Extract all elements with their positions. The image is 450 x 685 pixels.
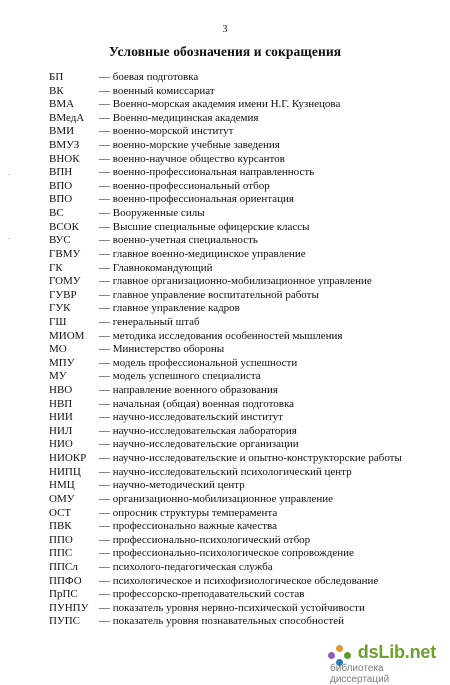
abbreviation-definition: — показатель уровня нервно-психической устойчивости xyxy=(99,601,365,614)
abbreviation-term: НВП xyxy=(49,397,73,410)
abbreviation-row xyxy=(49,112,439,126)
abbreviation-definition: — направление военного образования xyxy=(99,384,278,397)
watermark-dot-icon xyxy=(336,645,343,652)
abbreviation-definition: — научно-исследовательский психологический центр xyxy=(99,465,352,478)
abbreviation-definition: — главное управление кадров xyxy=(99,302,240,315)
abbreviation-row xyxy=(49,248,439,262)
abbreviation-definition: — военный комиссариат xyxy=(99,84,215,97)
abbreviation-row xyxy=(49,262,439,276)
abbreviation-row xyxy=(49,289,439,303)
abbreviation-term: НИИ xyxy=(49,411,73,424)
abbreviation-definition: — психолого-педагогическая служба xyxy=(99,560,273,573)
abbreviation-definition: — военно-профессиональный отбор xyxy=(99,179,270,192)
abbreviation-definition: — организационно-мобилизационное управление xyxy=(99,492,334,505)
dslib-watermark xyxy=(330,641,442,685)
abbreviation-definition: — Высшие специальные офицерские классы xyxy=(99,220,310,233)
abbreviation-definition: — генеральный штаб xyxy=(99,315,200,328)
abbreviation-term: ГВМУ xyxy=(49,247,81,260)
abbreviation-definition: — военно-профессиональная направленность xyxy=(99,166,315,179)
abbreviation-definition: — научно-исследовательская лаборатория xyxy=(99,424,297,437)
abbreviation-term: ВПО xyxy=(49,179,73,192)
abbreviation-term: ГШ xyxy=(49,315,67,328)
abbreviation-term: ПВК xyxy=(49,520,72,533)
abbreviation-term: ППО xyxy=(49,533,73,546)
margin-mark: . xyxy=(8,232,10,241)
abbreviation-definition: — военно-морские учебные заведения xyxy=(99,139,280,152)
abbreviation-definition: — Военно-медицинская академия xyxy=(99,111,259,124)
abbreviation-term: ППФО xyxy=(49,574,82,587)
abbreviation-term: ВПН xyxy=(49,166,73,179)
abbreviation-row xyxy=(49,71,439,85)
abbreviation-definition: — Министерство обороны xyxy=(99,343,225,356)
abbreviation-row xyxy=(49,466,439,480)
abbreviation-definition: — методика исследования особенностей мышления xyxy=(99,329,343,342)
abbreviation-term: МО xyxy=(49,343,67,356)
abbreviation-term: ВМА xyxy=(49,98,75,111)
abbreviation-definition: — военно-научное общество курсантов xyxy=(99,152,285,165)
abbreviation-definition: — главное организационно-мобилизационное управление xyxy=(99,275,372,288)
abbreviation-definition: — модель успешного специалиста xyxy=(99,370,261,383)
watermark-dot-icon xyxy=(344,652,351,659)
abbreviation-term: ОСТ xyxy=(49,506,72,519)
abbreviation-term: НИО xyxy=(49,438,73,451)
abbreviation-row xyxy=(49,615,439,629)
abbreviation-term: ВМИ xyxy=(49,125,75,138)
abbreviation-row xyxy=(49,561,439,575)
abbreviation-definition: — профессионально-психологическое сопровождение xyxy=(99,547,354,560)
abbreviation-row xyxy=(49,507,439,521)
watermark-dot-icon xyxy=(328,652,335,659)
abbreviation-term: МИОМ xyxy=(49,329,85,342)
margin-mark: . xyxy=(8,168,10,177)
abbreviation-row xyxy=(49,316,439,330)
abbreviation-row xyxy=(49,425,439,439)
abbreviation-definition: — показатель уровня познавательных способностей xyxy=(99,615,344,628)
abbreviation-term: ВНОК xyxy=(49,152,80,165)
abbreviation-term: ГК xyxy=(49,261,63,274)
abbreviation-term: ГОМУ xyxy=(49,275,81,288)
abbreviation-term: НИЛ xyxy=(49,424,73,437)
page-title: Условные обозначения и сокращения xyxy=(108,44,342,59)
abbreviation-definition: — профессорско-преподавательский состав xyxy=(99,588,305,601)
abbreviation-row xyxy=(49,343,439,357)
abbreviation-term: ВМедА xyxy=(49,111,85,124)
abbreviation-row xyxy=(49,330,439,344)
abbreviation-definition: — Главнокомандующий xyxy=(99,261,213,274)
abbreviation-row xyxy=(49,452,439,466)
abbreviation-row xyxy=(49,493,439,507)
watermark-subtitle: библиотека диссертаций xyxy=(330,663,390,685)
abbreviation-term: БП xyxy=(49,71,64,83)
abbreviation-row xyxy=(49,398,439,412)
abbreviation-term: ППС xyxy=(49,547,73,560)
abbreviation-row xyxy=(49,98,439,112)
abbreviation-row xyxy=(49,370,439,384)
abbreviation-row xyxy=(49,180,439,194)
abbreviation-definition: — Военно-морская академия имени Н.Г. Кузнецова xyxy=(99,98,341,111)
abbreviation-row xyxy=(49,125,439,139)
abbreviation-term: ППСл xyxy=(49,560,78,573)
abbreviation-term: ПУНПУ xyxy=(49,601,89,614)
abbreviation-definition: — психологическое и психофизиологическое обследование xyxy=(99,574,379,587)
abbreviation-term: НВО xyxy=(49,384,73,397)
abbreviation-row xyxy=(49,166,439,180)
abbreviation-definition: — главное управление воспитательной работы xyxy=(99,288,319,301)
abbreviation-row xyxy=(49,547,439,561)
abbreviation-definition: — Вооруженные силы xyxy=(99,207,205,220)
abbreviation-definition: — профессионально важные качества xyxy=(99,520,277,533)
abbreviation-term: НИОКР xyxy=(49,452,87,465)
abbreviation-row xyxy=(49,275,439,289)
abbreviation-row xyxy=(49,438,439,452)
abbreviation-definition: — военно-профессиональная ориентация xyxy=(99,193,294,206)
abbreviation-row xyxy=(49,520,439,534)
abbreviation-term: МУ xyxy=(49,370,67,383)
page-number: 3 xyxy=(222,24,228,35)
abbreviation-term: ВМУЗ xyxy=(49,139,80,152)
abbreviation-definition: — научно-исследовательские и опытно-конструкторские работы xyxy=(99,452,402,465)
abbreviation-term: МПУ xyxy=(49,356,75,369)
abbreviation-term: ВУС xyxy=(49,234,71,247)
abbreviation-row xyxy=(49,193,439,207)
abbreviation-row xyxy=(49,479,439,493)
abbreviation-term: ПрПС xyxy=(49,588,78,601)
abbreviation-definition: — главное военно-медицинское управление xyxy=(99,247,306,260)
abbreviation-row xyxy=(49,85,439,99)
abbreviation-row xyxy=(49,302,439,316)
abbreviation-term: ВПО xyxy=(49,193,73,206)
abbreviation-term: ОМУ xyxy=(49,492,75,505)
abbreviation-row xyxy=(49,575,439,589)
watermark-brand: dsLib.net xyxy=(357,642,436,662)
abbreviation-row xyxy=(49,139,439,153)
abbreviation-list xyxy=(49,71,439,629)
abbreviation-row xyxy=(49,207,439,221)
abbreviation-definition: — военно-учетная специальность xyxy=(99,234,258,247)
abbreviation-definition: — начальная (общая) военная подготовка xyxy=(99,397,295,410)
abbreviation-row xyxy=(49,534,439,548)
abbreviation-term: ГУК xyxy=(49,302,71,315)
abbreviation-row xyxy=(49,221,439,235)
abbreviation-definition: — боевая подготовка xyxy=(99,71,199,83)
abbreviation-row xyxy=(49,602,439,616)
abbreviation-definition: — профессионально-психологический отбор xyxy=(99,533,311,546)
abbreviation-term: ПУПС xyxy=(49,615,81,628)
abbreviation-definition: — научно-исследовательский институт xyxy=(99,411,283,424)
abbreviation-row xyxy=(49,234,439,248)
abbreviation-definition: — опросник структуры темперамента xyxy=(99,506,278,519)
abbreviation-row xyxy=(49,411,439,425)
abbreviation-definition: — научно-исследовательские организации xyxy=(99,438,299,451)
abbreviation-term: ВСОК xyxy=(49,220,79,233)
abbreviation-term: ВК xyxy=(49,84,64,97)
abbreviation-definition: — военно-морской институт xyxy=(99,125,234,138)
abbreviation-term: ВС xyxy=(49,207,64,220)
abbreviation-definition: — научно-методический центр xyxy=(99,479,245,492)
abbreviation-term: НИПЦ xyxy=(49,465,81,478)
abbreviation-row xyxy=(49,384,439,398)
abbreviation-row xyxy=(49,153,439,167)
abbreviation-term: ГУВР xyxy=(49,288,77,301)
abbreviation-definition: — модель профессиональной успешности xyxy=(99,356,298,369)
abbreviation-row xyxy=(49,588,439,602)
abbreviation-term: НМЦ xyxy=(49,479,75,492)
abbreviation-row xyxy=(49,357,439,371)
